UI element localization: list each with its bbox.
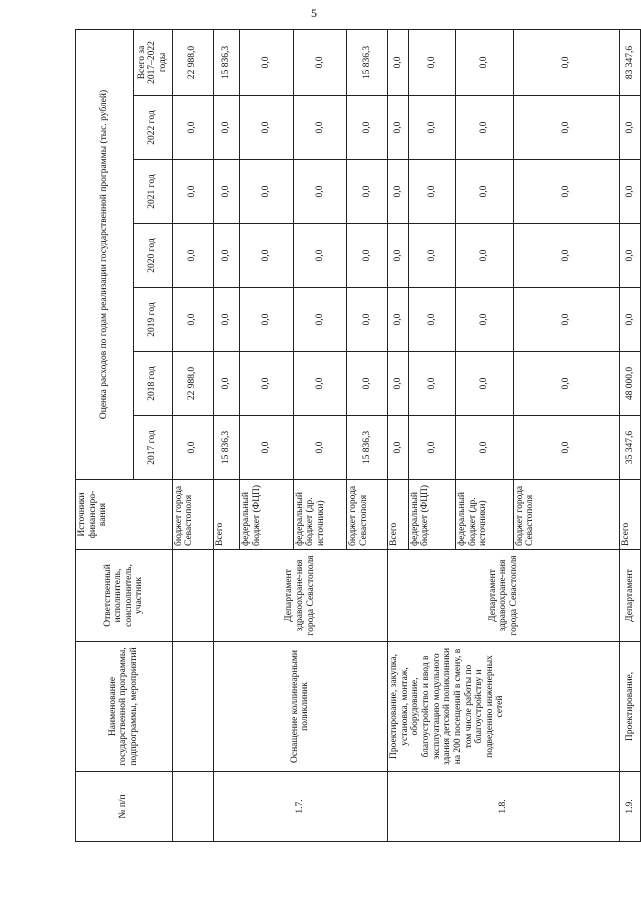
cell-value: 0,0 <box>388 96 409 160</box>
cell-value: 0,0 <box>408 288 455 352</box>
cell-value: 0,0 <box>513 160 620 224</box>
header-year-2022: 2022 год <box>133 96 172 160</box>
cell-value: 15 836,3 <box>347 29 388 95</box>
header-total: Всего за 2017–2022 годы <box>133 29 172 95</box>
cell-value: 0,0 <box>408 160 455 224</box>
cell-value: 0,0 <box>347 352 388 416</box>
cell-value: 0,0 <box>293 416 346 480</box>
cell-value: 0,0 <box>293 96 346 160</box>
cell-responsible: Департамент здравоохране-ния города Севастополя <box>388 550 620 642</box>
cell-value: 0,0 <box>513 224 620 288</box>
cell-value: 0,0 <box>456 224 514 288</box>
cell-value: 35 347,6 <box>620 416 641 480</box>
cell-value: 0,0 <box>172 288 213 352</box>
cell-value: 0,0 <box>240 352 293 416</box>
cell-source: бюджет города Севастополя <box>513 480 620 550</box>
cell-value: 0,0 <box>620 160 641 224</box>
cell-num <box>172 772 213 842</box>
cell-responsible: Департамент <box>620 550 641 642</box>
cell-value: 0,0 <box>213 224 240 288</box>
cell-value: 0,0 <box>620 288 641 352</box>
header-name: Наименование государственной программы, подпрограммы, мероприятий <box>76 642 173 772</box>
cell-value: 15 836,3 <box>347 416 388 480</box>
cell-value: 0,0 <box>513 352 620 416</box>
header-year-2017: 2017 год <box>133 416 172 480</box>
cell-value: 0,0 <box>347 224 388 288</box>
cell-name <box>172 642 213 772</box>
cell-value: 0,0 <box>213 352 240 416</box>
cell-value: 0,0 <box>293 288 346 352</box>
cell-value: 0,0 <box>408 416 455 480</box>
cell-value: 0,0 <box>513 29 620 95</box>
cell-value: 0,0 <box>240 160 293 224</box>
header-sources: Источники финансиро-вания <box>76 480 173 550</box>
header-year-2021: 2021 год <box>133 160 172 224</box>
rotated-table-area <box>75 30 641 842</box>
cell-source: федеральный бюджет (др. источники) <box>456 480 514 550</box>
header-num: № п/п <box>76 772 173 842</box>
cell-value: 0,0 <box>456 416 514 480</box>
cell-value: 0,0 <box>347 160 388 224</box>
cell-source: Всего <box>620 480 641 550</box>
cell-value: 0,0 <box>172 416 213 480</box>
header-year-2020: 2020 год <box>133 224 172 288</box>
page-number: 5 <box>311 6 317 20</box>
cell-value: 0,0 <box>456 160 514 224</box>
table-row <box>388 29 409 841</box>
table-row <box>213 29 240 841</box>
cell-value: 0,0 <box>408 224 455 288</box>
cell-value: 0,0 <box>388 160 409 224</box>
cell-value: 0,0 <box>240 224 293 288</box>
cell-source: Всего <box>388 480 409 550</box>
cell-responsible: Департамент здравоохране-ния города Севастополя <box>213 550 388 642</box>
cell-value: 0,0 <box>172 160 213 224</box>
header-year-2018: 2018 год <box>133 352 172 416</box>
cell-value: 0,0 <box>408 352 455 416</box>
cell-value: 0,0 <box>293 160 346 224</box>
cell-value: 0,0 <box>388 29 409 95</box>
cell-num: 1.7. <box>213 772 388 842</box>
cell-value: 0,0 <box>513 96 620 160</box>
cell-value: 0,0 <box>408 96 455 160</box>
cell-value: 0,0 <box>408 29 455 95</box>
cell-source: федеральный бюджет (др. источники) <box>293 480 346 550</box>
cell-value: 0,0 <box>456 29 514 95</box>
cell-responsible <box>172 550 213 642</box>
cell-value: 15 836,3 <box>213 416 240 480</box>
cell-value: 0,0 <box>240 288 293 352</box>
cell-num: 1.9. <box>620 772 641 842</box>
cell-value: 0,0 <box>240 29 293 95</box>
cell-value: 0,0 <box>213 288 240 352</box>
cell-value: 0,0 <box>513 288 620 352</box>
cell-value: 0,0 <box>347 288 388 352</box>
cell-value: 0,0 <box>172 96 213 160</box>
cell-source: бюджет города Севастополя <box>347 480 388 550</box>
cell-value: 22 988,0 <box>172 352 213 416</box>
cell-value: 0,0 <box>347 96 388 160</box>
cell-value: 0,0 <box>456 288 514 352</box>
cell-value: 0,0 <box>240 416 293 480</box>
cell-name: Оснащение коллинеарными поликлиник <box>213 642 388 772</box>
cell-value: 0,0 <box>456 352 514 416</box>
cell-value: 83 347,6 <box>620 29 641 95</box>
cell-value: 15 836,3 <box>213 29 240 95</box>
cell-value: 0,0 <box>293 224 346 288</box>
cell-value: 0,0 <box>388 288 409 352</box>
cell-value: 0,0 <box>620 224 641 288</box>
table-row <box>172 29 213 841</box>
cell-name: Проектирование, <box>620 642 641 772</box>
header-estimate: Оценка расходов по годам реализации государственной программы (тыс. рублей) <box>76 29 134 479</box>
cell-value: 0,0 <box>388 224 409 288</box>
cell-value: 0,0 <box>293 352 346 416</box>
cell-value: 0,0 <box>240 96 293 160</box>
cell-value: 0,0 <box>213 96 240 160</box>
cell-name: Проектирование, закупка, установка, монтаж, оборудование, благоустройство и ввод в эксплуатацию модульного здания детской поликлиники на 200 посещений в смену, в том числе работы по благоустройству и подведению инженерных сетей <box>388 642 620 772</box>
cell-source: федеральный бюджет (ФЦП) <box>408 480 455 550</box>
cell-value: 0,0 <box>213 160 240 224</box>
header-row-1 <box>76 29 134 841</box>
cell-value: 0,0 <box>620 96 641 160</box>
cell-value: 0,0 <box>513 416 620 480</box>
cell-value: 0,0 <box>388 352 409 416</box>
cell-value: 0,0 <box>388 416 409 480</box>
cell-value: 0,0 <box>172 224 213 288</box>
cell-source: федеральный бюджет (ФЦП) <box>240 480 293 550</box>
cell-value: 0,0 <box>456 96 514 160</box>
cell-source: бюджет города Севастополя <box>172 480 213 550</box>
header-year-2019: 2019 год <box>133 288 172 352</box>
cell-value: 48 000,0 <box>620 352 641 416</box>
cell-value: 22 988,0 <box>172 29 213 95</box>
landscape-table-wrapper <box>75 30 641 842</box>
cell-num: 1.8. <box>388 772 620 842</box>
header-responsible: Ответственный исполнитель, соисполнитель, участник <box>76 550 173 642</box>
table-row <box>620 29 641 841</box>
cell-value: 0,0 <box>293 29 346 95</box>
expenditure-table <box>75 29 641 842</box>
cell-source: Всего <box>213 480 240 550</box>
